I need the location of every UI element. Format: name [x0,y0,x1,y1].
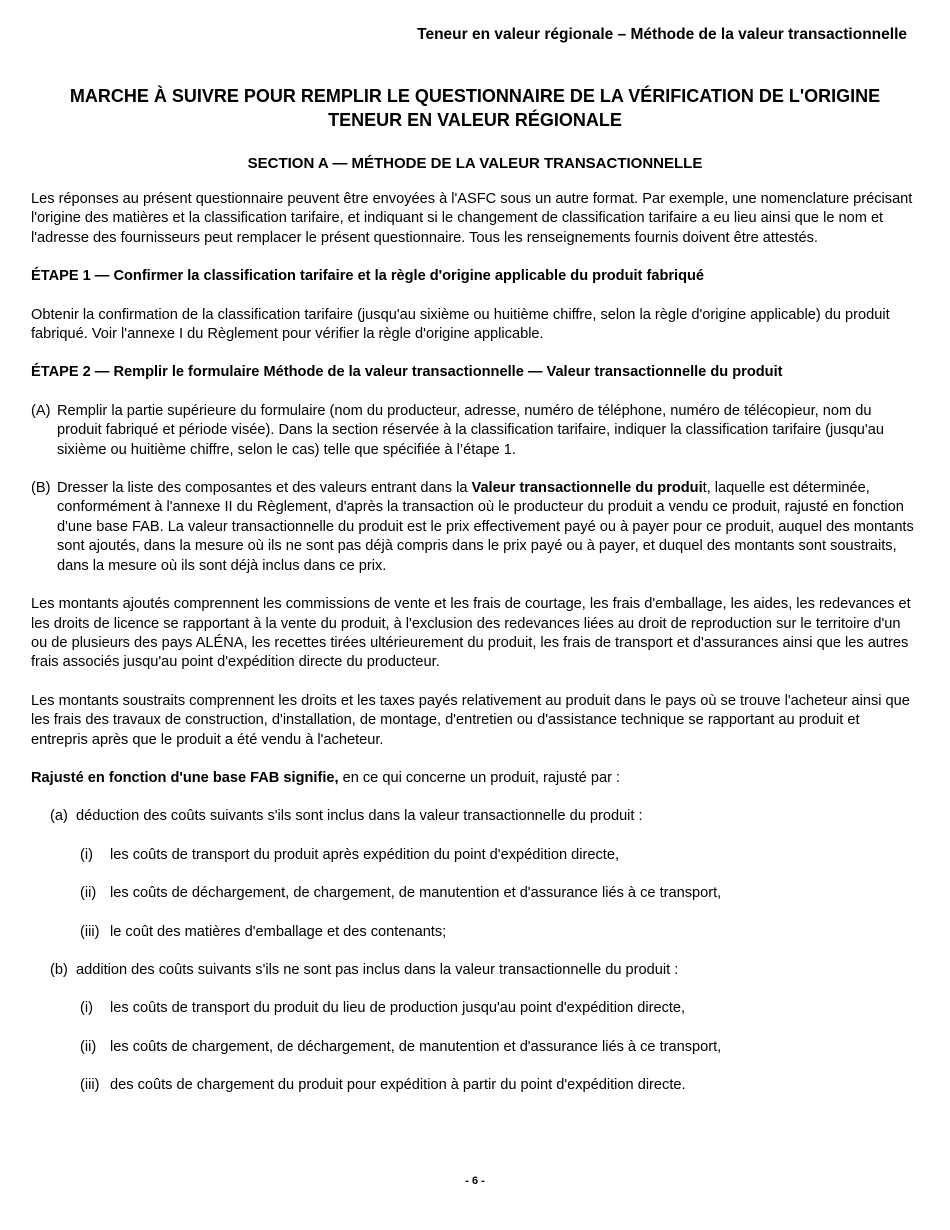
item-label: (ii) [80,1038,97,1055]
item-label: (iii) [80,1077,100,1094]
step-2-item-b [31,479,916,576]
item-text: des coûts de chargement du produit pour expédition à partir du point d'expédition directe. [110,1077,686,1094]
running-header: Teneur en valeur régionale – Méthode de la valeur transactionnelle [417,26,907,43]
step-2-heading: ÉTAPE 2 — Remplir le formulaire Méthode de la valeur transactionnelle — Valeur transactionnelle du produit [31,364,783,381]
step-2-item-a [31,402,916,460]
item-text: addition des coûts suivants s'ils ne sont pas inclus dans la valeur transactionnelle du produit : [76,961,679,978]
item-text: Remplir la partie supérieure du formulaire (nom du producteur, adresse, numéro de téléphone, numéro de télécopieur, nom du produit fabriqué et période visée). Dans la section réservée à la classification tarifaire, indiquer la classification tarifaire (jusqu'au sixième ou huitième chiffre, selon le cas) telle que spécifiée à l’étape 1. [57,402,884,458]
fob-item-b-ii [80,1038,916,1057]
item-text-end: t, laquelle est déterminée, conformément à l'annexe II du Règlement, d'après la transaction où le producteur du produit a vendu ce produit, rajusté en fonction d'une base FAB. La valeur transactionnelle du produit est le prix effectivement payé ou à payer pour ce produit, auquel des montants sont ajoutés, dans la mesure où ils ne sont pas déjà compris dans le prix payé ou à payer, et duquel des montants sont soustraits, dans la mesure où ils sont déjà inclus dans ce prix. [57,480,914,574]
item-label: (b) [50,961,68,978]
document-body [31,190,916,1115]
subtracted-amounts-paragraph: Les montants soustraits comprennent les droits et les taxes payés relativement au produit dans le pays où se trouve l'acheteur ainsi que les frais des travaux de construction, d'installation, de montage, d'entretien ou d'assistance technique se rapportant au produit et entrepris après que le produit a été vendu à l'acheteur. [31,692,910,748]
fob-item-b-i [80,999,916,1018]
fob-item-b [50,961,916,980]
added-amounts-paragraph: Les montants ajoutés comprennent les commissions de vente et les frais de courtage, les frais d'emballage, les aides, les redevances et les droits de licence se rapportant à la vente du produit, à l'exclusion des redevances liées au droit de reproduction sur le territoire d'un ou de plusieurs des pays ALÉNA, les recettes tirées ultérieurement du produit, les frais de transport et d'assurances ainsi que les autres frais associés jusqu'au point d'expédition directe du producteur. [31,596,911,671]
step-1-heading: ÉTAPE 1 — Confirmer la classification tarifaire et la règle d'origine applicable du produit fabriqué [31,268,705,285]
item-label: (B) [31,480,51,497]
document-title [30,84,920,132]
intro-paragraph: Les réponses au présent questionnaire peuvent être envoyées à l'ASFC sous un autre format. Par exemple, une nomenclature précisant l'origine des matières et la classification tarifaire, et indiquant si le changement de classification tarifaire a eu lieu ainsi que le nom et l'adresse des fournisseurs peut remplacer le présent questionnaire. Tous les renseignements fournis doivent être attestés. [31,191,913,246]
item-label: (A) [31,402,51,419]
item-label: (i) [80,1000,93,1017]
fob-item-a [50,807,916,826]
fob-definition [31,769,916,788]
fob-item-a-ii [80,884,916,903]
item-text: les coûts de déchargement, de chargement, de manutention et d'assurance liés à ce transport, [110,885,722,902]
item-text-start: Dresser la liste des composantes et des valeurs entrant dans la [57,480,472,497]
item-label: (ii) [80,885,97,902]
item-label: (iii) [80,923,100,940]
item-text: les coûts de transport du produit du lieu de production jusqu'au point d'expédition directe, [110,1000,686,1017]
document-title-line-2: TENEUR EN VALEUR RÉGIONALE [328,110,622,130]
fob-item-a-i [80,846,916,865]
fob-definition-text: en ce qui concerne un produit, rajusté par : [338,769,621,786]
item-label: (i) [80,846,93,863]
item-text: les coûts de chargement, de déchargement, de manutention et d'assurance liés à ce transport, [110,1038,722,1055]
item-text [57,479,916,576]
section-title: SECTION A — MÉTHODE DE LA VALEUR TRANSACTIONNELLE [247,155,703,172]
page-number: - 6 - [465,1175,485,1187]
item-text: déduction des coûts suivants s'ils sont inclus dans la valeur transactionnelle du produit : [76,808,643,825]
item-text: les coûts de transport du produit après expédition du point d'expédition directe, [110,846,620,863]
item-text: le coût des matières d'emballage et des contenants; [110,923,447,940]
transaction-value-term: Valeur transactionnelle du produi [471,480,703,497]
step-1-body: Obtenir la confirmation de la classification tarifaire (jusqu'au sixième ou huitième chiffre, selon la règle d'origine applicable) du produit fabriqué. Voir l'annexe I du Règlement pour vérifier la règle d'origine applicable. [31,306,890,343]
item-label: (a) [50,808,68,825]
document-title-line-1: MARCHE À SUIVRE POUR REMPLIR LE QUESTIONNAIRE DE LA VÉRIFICATION DE L'ORIGINE [69,86,881,106]
fob-item-b-iii [80,1076,916,1095]
fob-item-a-iii [80,923,916,942]
fob-term: Rajusté en fonction d'une base FAB signifie, [31,769,339,786]
